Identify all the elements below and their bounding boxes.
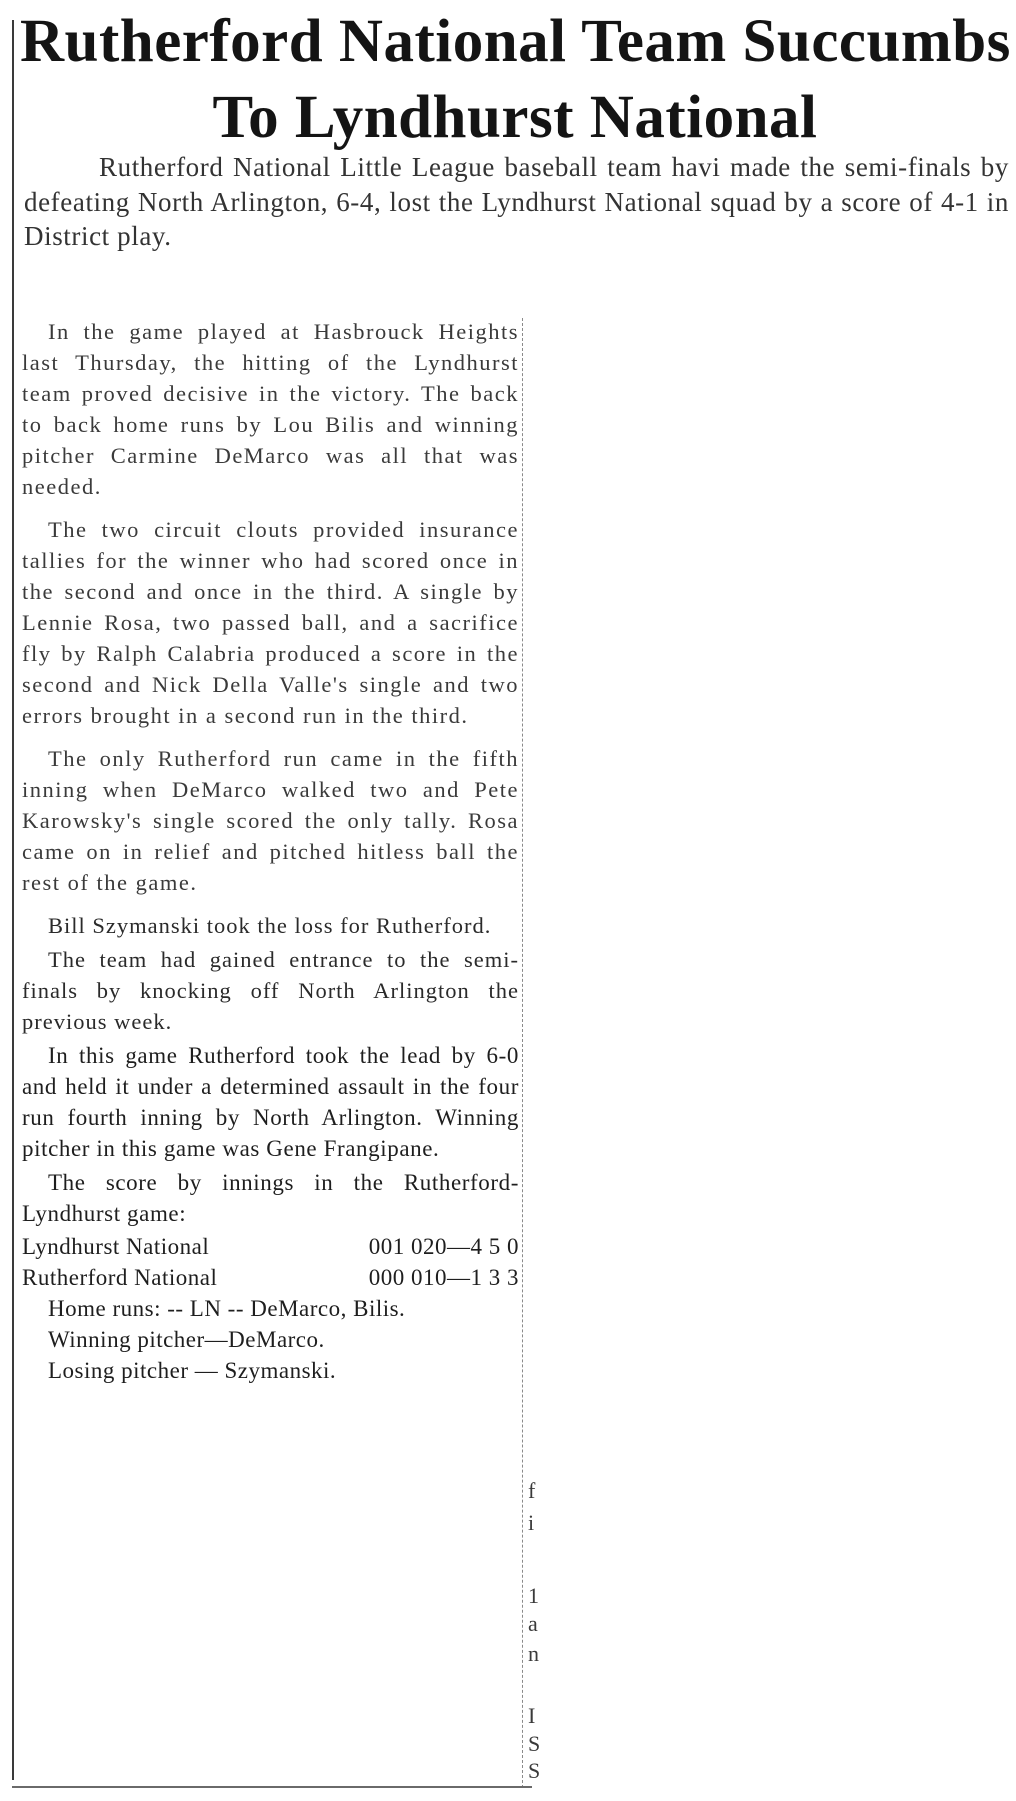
line-score-row — [22, 1231, 519, 1262]
article-body-column — [22, 316, 519, 1386]
headline-line-2: To Lyndhurst National — [212, 84, 818, 151]
line-score-team: Lyndhurst National — [22, 1234, 210, 1259]
adjacent-column-fragment: S — [528, 1758, 541, 1783]
adjacent-column-fragment: S — [528, 1731, 541, 1756]
winning-pitcher-line: Winning pitcher—DeMarco. — [48, 1327, 325, 1352]
lead-paragraph: Rutherford National Little League baseball team havi made the semi-finals by defeating North Arlington, 6-4, lost the Lyndhurst National squad by a score of 4-1 in District play. — [24, 152, 1009, 251]
line-score-innings: 000 010—1 3 3 — [368, 1265, 519, 1290]
body-paragraph: The team had gained entrance to the semi-finals by knocking off North Arlington the previous week. — [22, 947, 519, 1034]
adjacent-column-fragment: i — [528, 1510, 535, 1535]
adjacent-column-fragment: n — [528, 1641, 539, 1666]
adjacent-column-fragment: I — [528, 1703, 536, 1728]
bottom-rule — [12, 1786, 532, 1788]
losing-pitcher-line: Losing pitcher — Szymanski. — [48, 1358, 337, 1383]
body-paragraph: In the game played at Hasbrouck Heights last Thursday, the hitting of the Lyndhurst team proved decisive in the victory. The back to back home runs by Lou Bilis and winning pitcher Carmine DeMarco was all that was needed. — [22, 319, 519, 499]
body-paragraph: In this game Rutherford took the lead by 6-0 and held it under a determined assault in the four run fourth inning by North Arlington. Winning pitcher in this game was Gene Frangipane. — [22, 1043, 519, 1161]
column-separator — [522, 318, 524, 1788]
column-rule-left — [12, 20, 14, 1780]
line-score-team: Rutherford National — [22, 1265, 218, 1290]
body-paragraph: Bill Szymanski took the loss for Rutherford. — [48, 913, 492, 938]
home-runs-line: Home runs: -- LN -- DeMarco, Bilis. — [48, 1296, 406, 1321]
body-paragraph: The only Rutherford run came in the fifth inning when DeMarco walked two and Pete Karowsky's single scored the only tally. Rosa came on in relief and pitched hitless ball the rest of the game. — [22, 746, 519, 895]
body-paragraph: The score by innings in the Rutherford-Lyndhurst game: — [22, 1170, 519, 1226]
adjacent-column-fragment: a — [528, 1611, 538, 1636]
headline-line-1: Rutherford National Team Succumbs — [20, 8, 1011, 75]
adjacent-column-fragment: 1 — [528, 1583, 539, 1608]
line-score-row — [22, 1262, 519, 1293]
headline — [20, 4, 1010, 156]
body-paragraph: The two circuit clouts provided insurance tallies for the winner who had scored once in the second and once in the third. A single by Lennie Rosa, two passed ball, and a sacrifice fly by Ralph Calabria produced a score in the second and Nick Della Valle's single and two errors brought in a second run in the third. — [22, 517, 519, 728]
adjacent-column-fragment: f — [528, 1478, 536, 1503]
line-score-innings: 001 020—4 5 0 — [368, 1234, 519, 1259]
